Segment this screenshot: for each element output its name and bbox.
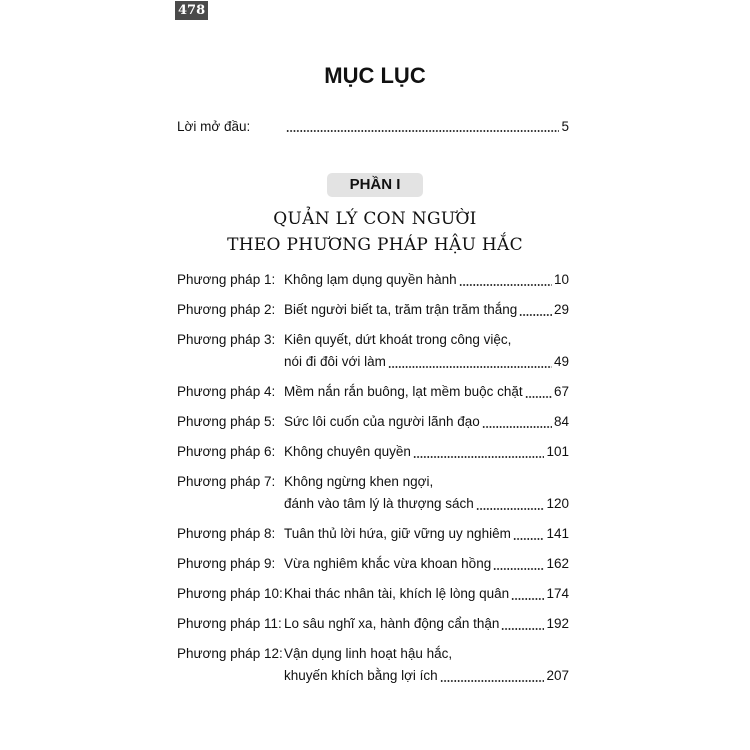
entry-body bbox=[284, 329, 569, 373]
entry-body bbox=[284, 269, 569, 291]
table-of-contents bbox=[177, 269, 569, 695]
entry-line bbox=[284, 441, 569, 463]
entry-first-line: Không ngừng khen ngợi, bbox=[284, 474, 434, 489]
toc-entry bbox=[177, 329, 569, 373]
dot-leader bbox=[440, 680, 545, 682]
entry-label: Phương pháp 2: bbox=[177, 302, 276, 317]
dot-leader bbox=[525, 396, 552, 398]
entry-line bbox=[284, 351, 569, 373]
entry-label: Phương pháp 12: bbox=[177, 646, 283, 661]
entry-line bbox=[284, 269, 569, 291]
entry-title: Sức lôi cuốn của người lãnh đạo bbox=[284, 414, 480, 429]
toc-entry bbox=[177, 643, 569, 687]
entry-page: 174 bbox=[546, 586, 569, 601]
dot-leader bbox=[482, 426, 552, 428]
dot-leader bbox=[511, 598, 544, 600]
entry-label: Phương pháp 3: bbox=[177, 332, 276, 347]
entry-title: khuyến khích bằng lợi ích bbox=[284, 668, 438, 683]
dot-leader bbox=[388, 366, 552, 368]
entry-line bbox=[284, 665, 569, 687]
entry-body bbox=[284, 643, 569, 687]
entry-body bbox=[284, 553, 569, 575]
entry-title: đánh vào tâm lý là thượng sách bbox=[284, 496, 474, 511]
toc-entry bbox=[177, 613, 569, 635]
toc-entry bbox=[177, 411, 569, 433]
entry-line bbox=[284, 553, 569, 575]
entry-first-line: Kiên quyết, dứt khoát trong công việc, bbox=[284, 332, 512, 347]
entry-title: Biết người biết ta, trăm trận trăm thắng bbox=[284, 302, 518, 317]
entry-body bbox=[284, 411, 569, 433]
toc-entry bbox=[177, 441, 569, 463]
entry-title: Không lạm dụng quyền hành bbox=[284, 272, 457, 287]
toc-entry-intro bbox=[177, 117, 569, 137]
toc-entry bbox=[177, 523, 569, 545]
entry-page: 207 bbox=[546, 668, 569, 683]
entry-page: 162 bbox=[546, 556, 569, 571]
entry-line bbox=[284, 583, 569, 605]
intro-label: Lời mở đầu: bbox=[177, 119, 251, 134]
entry-page: 49 bbox=[553, 354, 569, 369]
dot-leader bbox=[413, 456, 545, 458]
entry-body bbox=[284, 583, 569, 605]
toc-entry bbox=[177, 299, 569, 321]
part-badge: PHẦN I bbox=[327, 173, 423, 197]
entry-title: Khai thác nhân tài, khích lệ lòng quân bbox=[284, 586, 510, 601]
toc-entry bbox=[177, 269, 569, 291]
entry-title: Không chuyên quyền bbox=[284, 444, 411, 459]
entry-page: 29 bbox=[553, 302, 569, 317]
entry-label: Phương pháp 10: bbox=[177, 586, 283, 601]
entry-body bbox=[284, 381, 569, 403]
entry-title: Lo sâu nghĩ xa, hành động cẩn thận bbox=[284, 616, 500, 631]
entry-body bbox=[284, 441, 569, 463]
subtitle-line-2: THEO PHƯƠNG PHÁP HẬU HẮC bbox=[227, 235, 523, 255]
entry-line bbox=[284, 381, 569, 403]
entry-page: 84 bbox=[553, 414, 569, 429]
entry-page: 120 bbox=[546, 496, 569, 511]
page-number: 478 bbox=[175, 1, 208, 20]
toc-entry bbox=[177, 553, 569, 575]
part-subtitle bbox=[0, 206, 750, 258]
dot-leader bbox=[459, 284, 552, 286]
toc-entry bbox=[177, 381, 569, 403]
entry-label: Phương pháp 7: bbox=[177, 474, 276, 489]
entry-title: Mềm nắn rắn buông, lạt mềm buộc chặt bbox=[284, 384, 523, 399]
entry-line bbox=[284, 411, 569, 433]
dot-leader bbox=[501, 628, 544, 630]
entry-line bbox=[284, 613, 569, 635]
entry-label: Phương pháp 4: bbox=[177, 384, 276, 399]
entry-label: Phương pháp 9: bbox=[177, 556, 276, 571]
intro-page: 5 bbox=[561, 119, 569, 134]
entry-page: 192 bbox=[546, 616, 569, 631]
page-title: MỤC LỤC bbox=[324, 63, 426, 88]
entry-body bbox=[284, 523, 569, 545]
dot-leader bbox=[286, 130, 559, 132]
dot-leader bbox=[519, 314, 552, 316]
dot-leader bbox=[476, 508, 545, 510]
entry-line bbox=[284, 493, 569, 515]
dot-leader bbox=[513, 538, 545, 540]
entry-body bbox=[284, 613, 569, 635]
entry-label: Phương pháp 6: bbox=[177, 444, 276, 459]
entry-page: 101 bbox=[546, 444, 569, 459]
entry-title: nói đi đôi với làm bbox=[284, 354, 386, 369]
entry-label: Phương pháp 5: bbox=[177, 414, 276, 429]
entry-title: Tuân thủ lời hứa, giữ vững uy nghiêm bbox=[284, 526, 511, 541]
dot-leader bbox=[493, 568, 544, 570]
entry-line bbox=[284, 523, 569, 545]
entry-body bbox=[284, 299, 569, 321]
toc-entry bbox=[177, 583, 569, 605]
subtitle-line-1: QUẢN LÝ CON NGƯỜI bbox=[273, 209, 477, 229]
entry-title: Vừa nghiêm khắc vừa khoan hồng bbox=[284, 556, 492, 571]
entry-label: Phương pháp 1: bbox=[177, 272, 276, 287]
toc-entry bbox=[177, 471, 569, 515]
entry-label: Phương pháp 8: bbox=[177, 526, 276, 541]
entry-body bbox=[284, 471, 569, 515]
entry-page: 67 bbox=[553, 384, 569, 399]
entry-page: 10 bbox=[553, 272, 569, 287]
entry-first-line: Vận dụng linh hoạt hậu hắc, bbox=[284, 646, 453, 661]
entry-page: 141 bbox=[546, 526, 569, 541]
entry-line bbox=[284, 299, 569, 321]
entry-label: Phương pháp 11: bbox=[177, 616, 282, 631]
